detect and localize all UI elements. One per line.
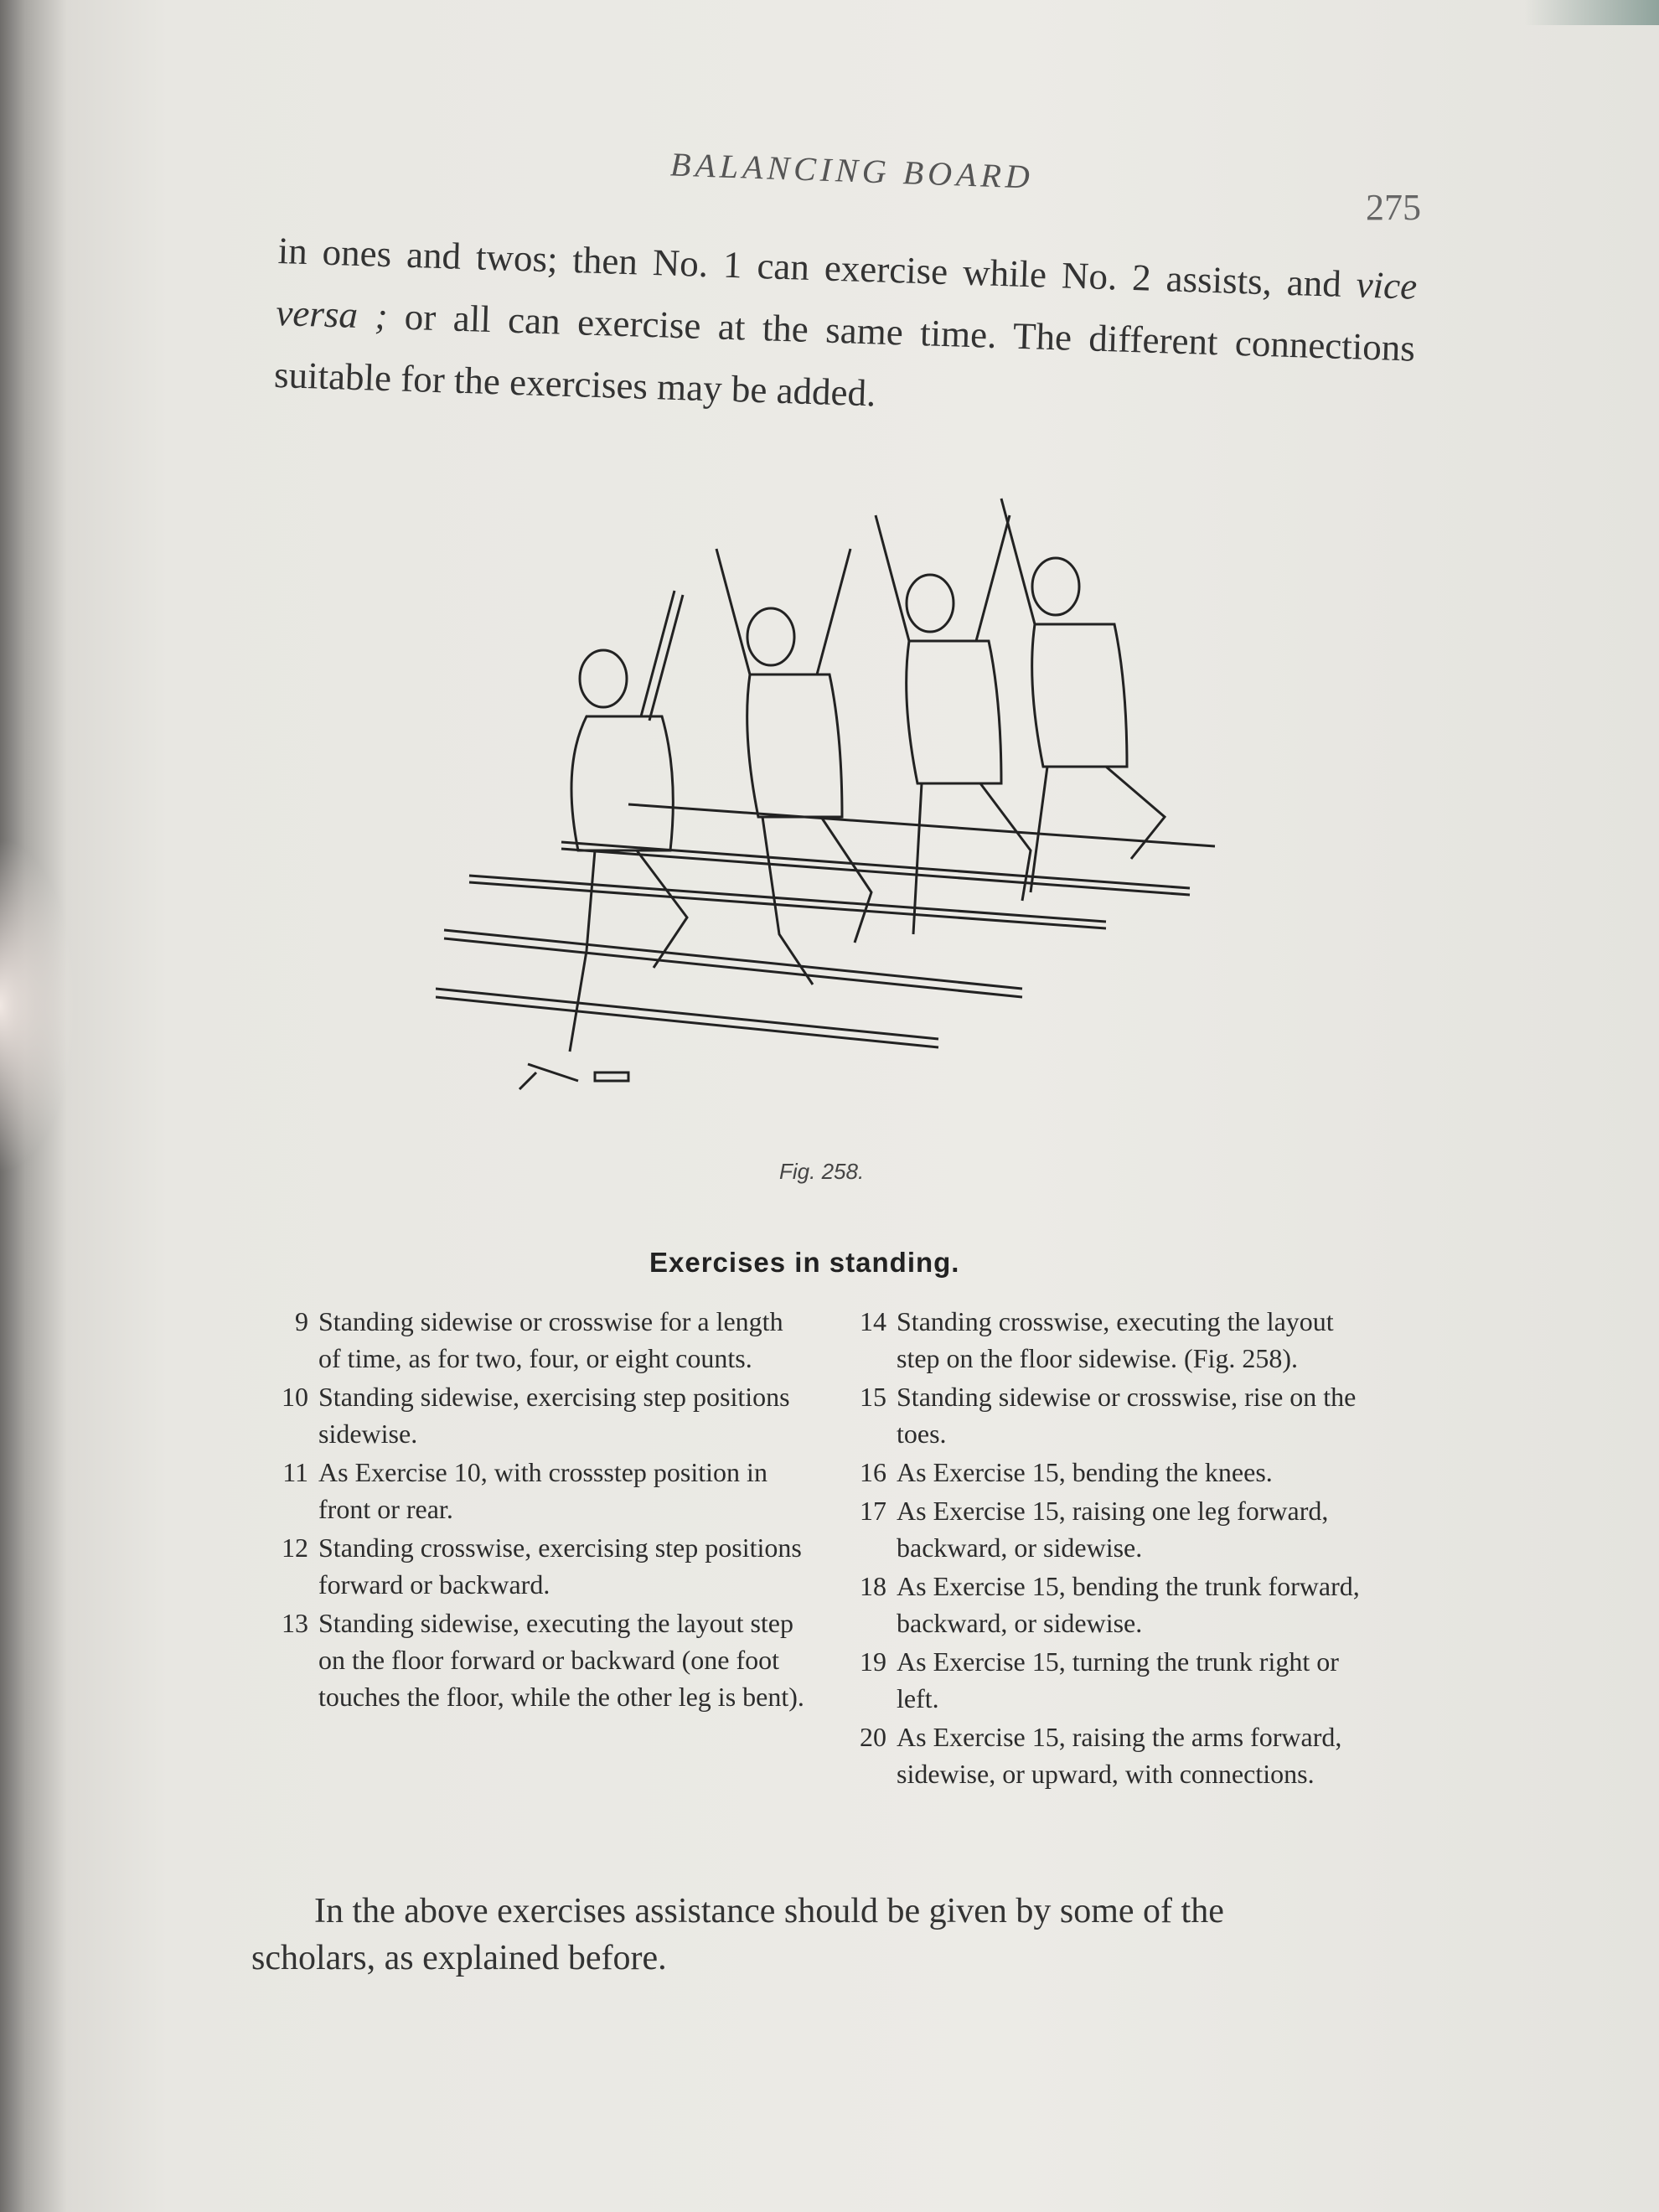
exercise-list-left: [251, 1303, 809, 1717]
gymnast-figures: [570, 499, 1165, 1052]
exercise-number: 10: [282, 1382, 308, 1412]
exercise-item: [830, 1492, 1374, 1566]
exercise-item: [251, 1529, 809, 1603]
intro-text-2: or all can exercise at the same time. The different connections suitable for the exercises may be added.: [273, 295, 1416, 415]
exercise-item: [251, 1378, 809, 1452]
exercise-item: [251, 1303, 809, 1377]
page-number: 275: [1366, 187, 1421, 228]
intro-italic: vice versa ;: [275, 263, 1418, 338]
exercise-number: 17: [860, 1496, 886, 1526]
exercise-text: Standing sidewise, exercising step positions sidewise.: [318, 1382, 790, 1449]
exercise-text: As Exercise 15, turning the trunk right or left.: [897, 1646, 1339, 1713]
exercise-text: Standing crosswise, executing the layout step on the floor sidewise. (Fig. 258).: [897, 1306, 1334, 1373]
exercise-text: Standing sidewise or crosswise for a length of time, as for two, four, or eight counts.: [318, 1306, 783, 1373]
exercise-number: 12: [282, 1532, 308, 1563]
exercise-number: 14: [860, 1306, 886, 1336]
exercise-text: As Exercise 15, raising the arms forward, sidewise, or upward, with connections.: [897, 1722, 1342, 1789]
intro-paragraph: [273, 220, 1418, 442]
exercise-item: [830, 1568, 1374, 1641]
figure-illustration: [436, 494, 1232, 1156]
exercise-item: [830, 1718, 1374, 1792]
section-heading: Exercises in standing.: [649, 1247, 960, 1278]
exercise-number: 9: [295, 1306, 308, 1336]
exercise-number: 18: [860, 1571, 886, 1601]
exercise-number: 19: [860, 1646, 886, 1677]
book-cover-edge: [1525, 0, 1659, 25]
figure-caption: Fig. 258.: [779, 1159, 865, 1184]
exercise-text: As Exercise 10, with crossstep position in front or rear.: [318, 1457, 767, 1524]
closing-paragraph: In the above exercises assistance should be given by some of the scholars, as explained before.: [251, 1892, 1224, 1977]
exercise-text: As Exercise 15, bending the trunk forward, backward, or sidewise.: [897, 1571, 1360, 1638]
exercise-list-right: [830, 1303, 1374, 1794]
exercise-text: Standing crosswise, exercising step positions forward or backward.: [318, 1532, 802, 1600]
exercise-item: [830, 1378, 1374, 1452]
exercise-item: [830, 1643, 1374, 1717]
exercise-item: [251, 1454, 809, 1527]
exercise-item: [830, 1454, 1374, 1491]
exercise-text: Standing sidewise, executing the layout step on the floor forward or backward (one foot touches the floor, while the other leg is bent).: [318, 1608, 804, 1712]
exercise-item: [830, 1303, 1374, 1377]
exercise-number: 20: [860, 1722, 886, 1752]
exercise-number: 15: [860, 1382, 886, 1412]
running-title: BALANCING BOARD: [669, 145, 1035, 196]
exercise-number: 16: [860, 1457, 886, 1487]
light-glare: [0, 838, 75, 1173]
exercise-item: [251, 1605, 809, 1715]
intro-text-1: in ones and twos; then No. 1 can exercise while No. 2 assists, and: [277, 229, 1357, 306]
exercise-number: 11: [282, 1457, 308, 1487]
exercise-number: 13: [282, 1608, 308, 1638]
exercise-text: Standing sidewise or crosswise, rise on the toes.: [897, 1382, 1357, 1449]
exercise-text: As Exercise 15, bending the knees.: [897, 1457, 1273, 1487]
balancing-boards: [436, 804, 1215, 1089]
exercise-text: As Exercise 15, raising one leg forward, backward, or sidewise.: [897, 1496, 1329, 1563]
